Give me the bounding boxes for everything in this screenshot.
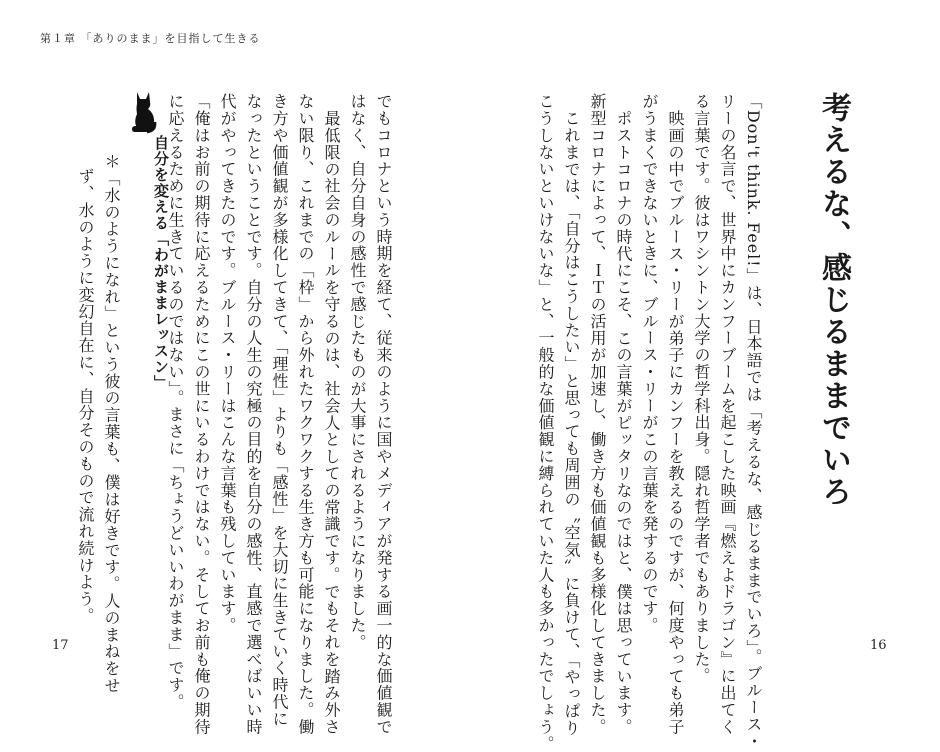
- body-line: 最低限の社会のルールを守るのは、社会人としての常識です。でもそれを踏み外さ: [322, 110, 341, 736]
- running-head: 第１章 「ありのまま」を目指して生きる: [40, 32, 261, 45]
- body-line: こうしないといけないな」と、一般的な価値観に縛られていた人も多かったでしょう。: [536, 93, 555, 752]
- body-line: る言葉です。彼はワシントン大学の哲学科出身。隠れ哲学者でもありました。: [692, 93, 711, 685]
- body-line: はなく、自分自身の感性で感じたものが大事にされるようになりました。: [348, 93, 367, 651]
- lesson-line: ＊「水のようになれ」という彼の言葉も、僕は好きです。人のまねをせ: [102, 153, 121, 694]
- body-line: ない限り、これまでの「枠」から外れたワクワクする生き方も可能になりました。働: [296, 93, 315, 736]
- section-title: 考えるな、感じるままでいろ: [816, 92, 851, 508]
- body-line: これまでは、「自分はこうしたい」と思っても周囲の〝空気〟に負けて、「やっぱり: [562, 110, 581, 737]
- body-line: リーの名言で、世界中にカンフーブームを起こした映画『燃えよドラゴン』に出てく: [718, 93, 737, 736]
- body-line: でもコロナという時期を経て、従来のように国やメディアが発する画一的な価値観で: [374, 93, 393, 736]
- body-line: 「俺はお前の期待に応えるためにこの世にいるわけではない。そしてお前も俺の期待: [192, 93, 211, 736]
- body-line: ポストコロナの時代にこそ、この言葉がピッタリなのではと、僕は思っています。: [614, 110, 633, 736]
- body-line: なったということです。自分の人生の究極の目的を自分の感性、直感で選べばいい時: [244, 93, 263, 736]
- cat-silhouette-icon: [128, 90, 158, 134]
- body-line: 新型コロナによって、ＩＴの活用が加速し、働き方も価値観も多様化してきました。: [588, 93, 607, 736]
- lesson-line: ず、水のように変幻自在に、自分そのもので流れ続けよう。: [76, 168, 95, 625]
- page-number-left: 17: [52, 638, 69, 653]
- body-line: 映画の中でブルース・リーが弟子にカンフーを教えるのですが、何度やっても弟子: [666, 110, 685, 736]
- lesson-title: 自分を変える「わがままレッスン」: [152, 135, 170, 391]
- body-line: がうまくできないときに、ブルース・リーがこの言葉を発するのです。: [640, 93, 659, 634]
- body-line: に応えるために生きているのではない」。まさに「ちょうどいいわがまま」です。: [166, 93, 185, 711]
- page-number-right: 16: [870, 638, 887, 653]
- body-line: き方や価値観が多様化してきて、「理性」よりも「感性」を大切に生きていく時代に: [270, 93, 289, 728]
- body-line: 「Don't think. Feel!」は、日本語では「考えるな、感じるままでいろ」。ブルース・: [744, 93, 763, 750]
- body-line: 代がやってきたのです。ブルース・リーはこんな言葉も残しています。: [218, 93, 237, 634]
